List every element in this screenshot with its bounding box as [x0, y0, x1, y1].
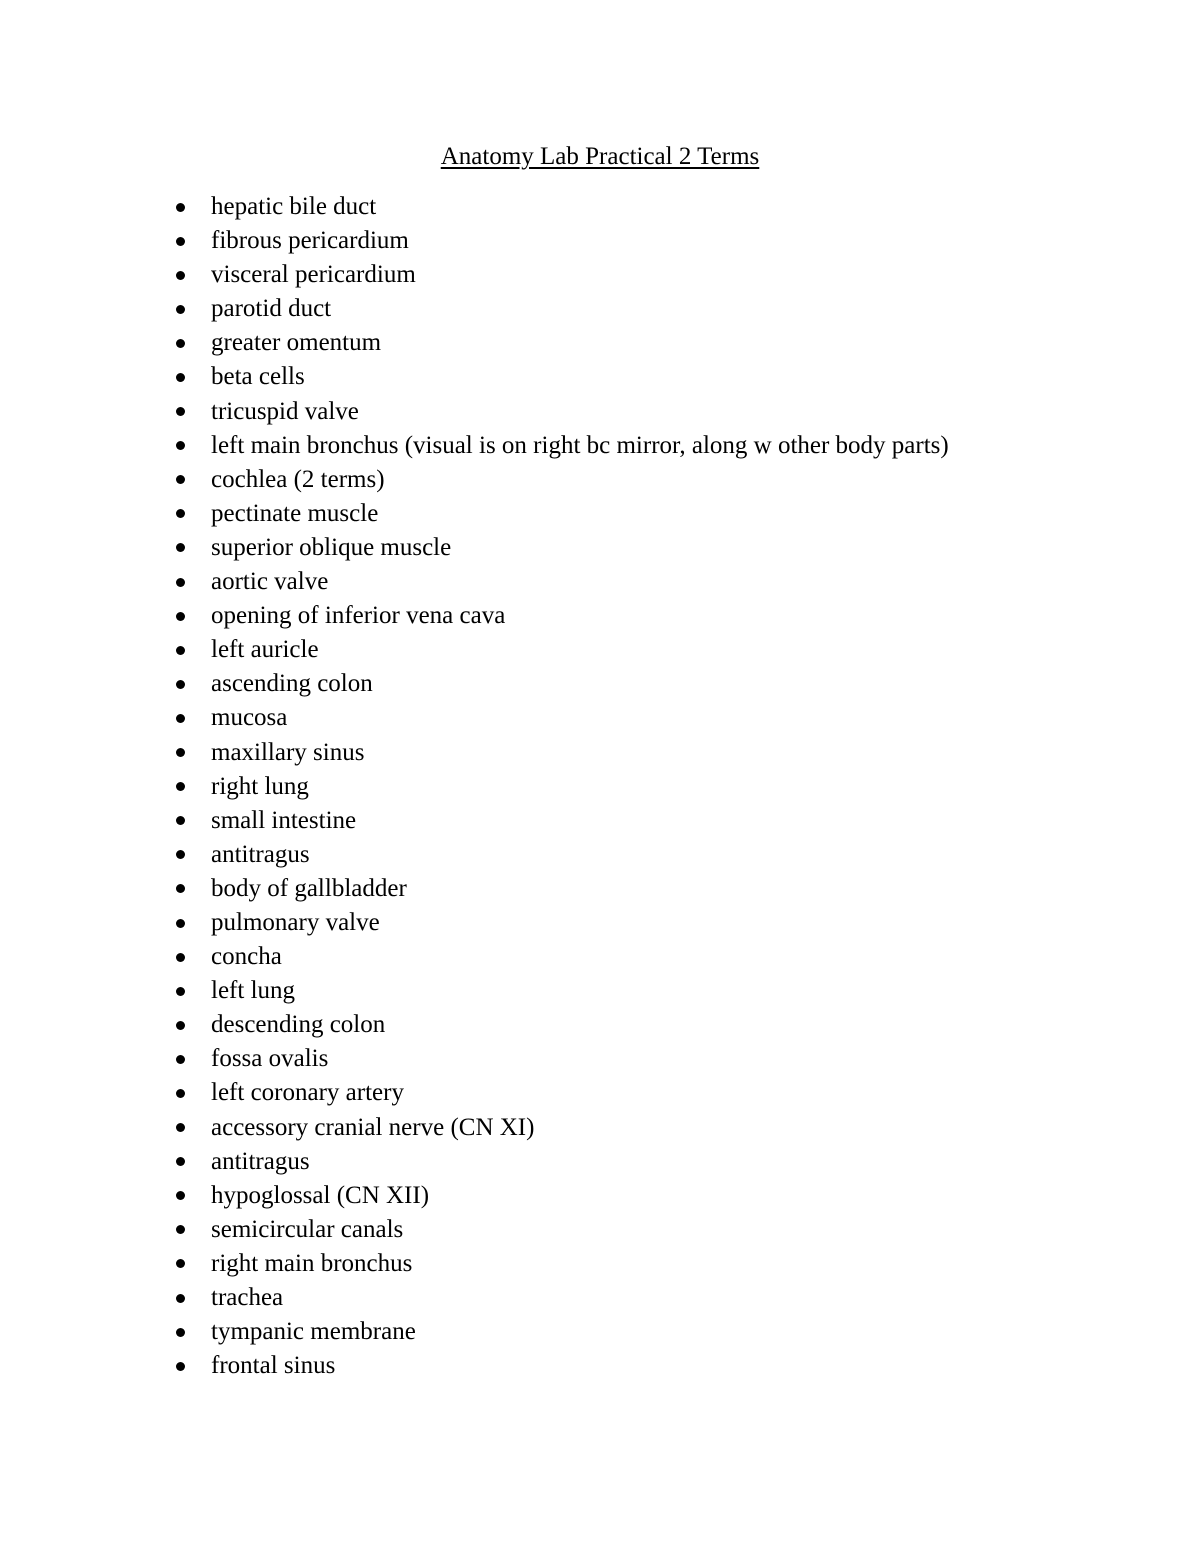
bullet-icon	[176, 680, 185, 689]
list-item	[176, 395, 949, 429]
bullet-icon	[176, 1259, 185, 1268]
term-text: right lung	[211, 772, 309, 800]
list-item	[176, 1281, 949, 1315]
list-item	[176, 1213, 949, 1247]
bullet-icon	[176, 850, 185, 859]
term-text: beta cells	[211, 363, 305, 391]
bullet-icon	[176, 543, 185, 552]
term-text: body of gallbladder	[211, 874, 407, 902]
term-text: antitragus	[211, 840, 310, 868]
term-text: pulmonary valve	[211, 908, 380, 936]
terms-list	[176, 190, 949, 1383]
term-text: left coronary artery	[211, 1079, 404, 1107]
bullet-icon	[176, 646, 185, 655]
bullet-icon	[176, 1157, 185, 1166]
list-item	[176, 770, 949, 804]
bullet-icon	[176, 578, 185, 587]
term-text: pectinate muscle	[211, 499, 379, 527]
bullet-icon	[176, 1089, 185, 1098]
list-item	[176, 633, 949, 667]
bullet-icon	[176, 987, 185, 996]
list-item	[176, 1247, 949, 1281]
document-title: Anatomy Lab Practical 2 Terms	[440, 143, 760, 170]
list-item	[176, 1315, 949, 1349]
list-item	[176, 463, 949, 497]
term-text: semicircular canals	[211, 1215, 404, 1243]
bullet-icon	[176, 1191, 185, 1200]
list-item	[176, 872, 949, 906]
bullet-icon	[176, 475, 185, 484]
term-text: aortic valve	[211, 568, 329, 596]
list-item	[176, 1349, 949, 1383]
bullet-icon	[176, 816, 185, 825]
list-item	[176, 190, 949, 224]
list-item	[176, 1008, 949, 1042]
list-item	[176, 906, 949, 940]
term-text: tympanic membrane	[211, 1318, 416, 1346]
bullet-icon	[176, 305, 185, 314]
bullet-icon	[176, 407, 185, 416]
list-item	[176, 974, 949, 1008]
list-item	[176, 360, 949, 394]
bullet-icon	[176, 1021, 185, 1030]
term-text: right main bronchus	[211, 1249, 413, 1277]
bullet-icon	[176, 203, 185, 212]
list-item	[176, 497, 949, 531]
term-text: fossa ovalis	[211, 1045, 329, 1073]
term-text: mucosa	[211, 704, 288, 732]
list-item	[176, 940, 949, 974]
bullet-icon	[176, 1225, 185, 1234]
list-item	[176, 429, 949, 463]
list-item	[176, 804, 949, 838]
term-text: small intestine	[211, 806, 357, 834]
term-text: ascending colon	[211, 670, 373, 698]
term-text: left auricle	[211, 636, 319, 664]
bullet-icon	[176, 509, 185, 518]
list-item	[176, 1042, 949, 1076]
list-item	[176, 224, 949, 258]
term-text: hypoglossal (CN XII)	[211, 1181, 430, 1209]
bullet-icon	[176, 953, 185, 962]
bullet-icon	[176, 1328, 185, 1337]
bullet-icon	[176, 714, 185, 723]
bullet-icon	[176, 884, 185, 893]
list-item	[176, 292, 949, 326]
term-text: opening of inferior vena cava	[211, 602, 506, 630]
term-text: accessory cranial nerve (CN XI)	[211, 1113, 535, 1141]
term-text: left main bronchus (visual is on right bc mirror, along w other body parts)	[211, 431, 949, 459]
list-item	[176, 736, 949, 770]
term-text: antitragus	[211, 1147, 310, 1175]
term-text: greater omentum	[211, 329, 382, 357]
bullet-icon	[176, 271, 185, 280]
bullet-icon	[176, 237, 185, 246]
term-text: left lung	[211, 977, 296, 1005]
bullet-icon	[176, 1123, 185, 1132]
term-text: superior oblique muscle	[211, 533, 452, 561]
bullet-icon	[176, 919, 185, 928]
term-text: maxillary sinus	[211, 738, 365, 766]
list-item	[176, 1145, 949, 1179]
list-item	[176, 565, 949, 599]
list-item	[176, 599, 949, 633]
bullet-icon	[176, 1294, 185, 1303]
term-text: visceral pericardium	[211, 261, 416, 289]
bullet-icon	[176, 782, 185, 791]
list-item	[176, 1111, 949, 1145]
term-text: trachea	[211, 1284, 284, 1311]
list-item	[176, 838, 949, 872]
bullet-icon	[176, 373, 185, 382]
list-item	[176, 326, 949, 360]
bullet-icon	[176, 612, 185, 621]
bullet-icon	[176, 748, 185, 757]
list-item	[176, 701, 949, 735]
term-text: tricuspid valve	[211, 397, 359, 425]
term-text: hepatic bile duct	[211, 193, 377, 220]
term-text: cochlea (2 terms)	[211, 465, 385, 493]
list-item	[176, 258, 949, 292]
term-text: parotid duct	[211, 295, 332, 323]
term-text: frontal sinus	[211, 1352, 336, 1380]
term-text: descending colon	[211, 1011, 386, 1039]
term-text: fibrous pericardium	[211, 227, 409, 255]
list-item	[176, 667, 949, 701]
list-item	[176, 531, 949, 565]
list-item	[176, 1076, 949, 1110]
bullet-icon	[176, 441, 185, 450]
list-item	[176, 1179, 949, 1213]
bullet-icon	[176, 1362, 185, 1371]
term-text: concha	[211, 943, 282, 971]
bullet-icon	[176, 1055, 185, 1064]
bullet-icon	[176, 339, 185, 348]
